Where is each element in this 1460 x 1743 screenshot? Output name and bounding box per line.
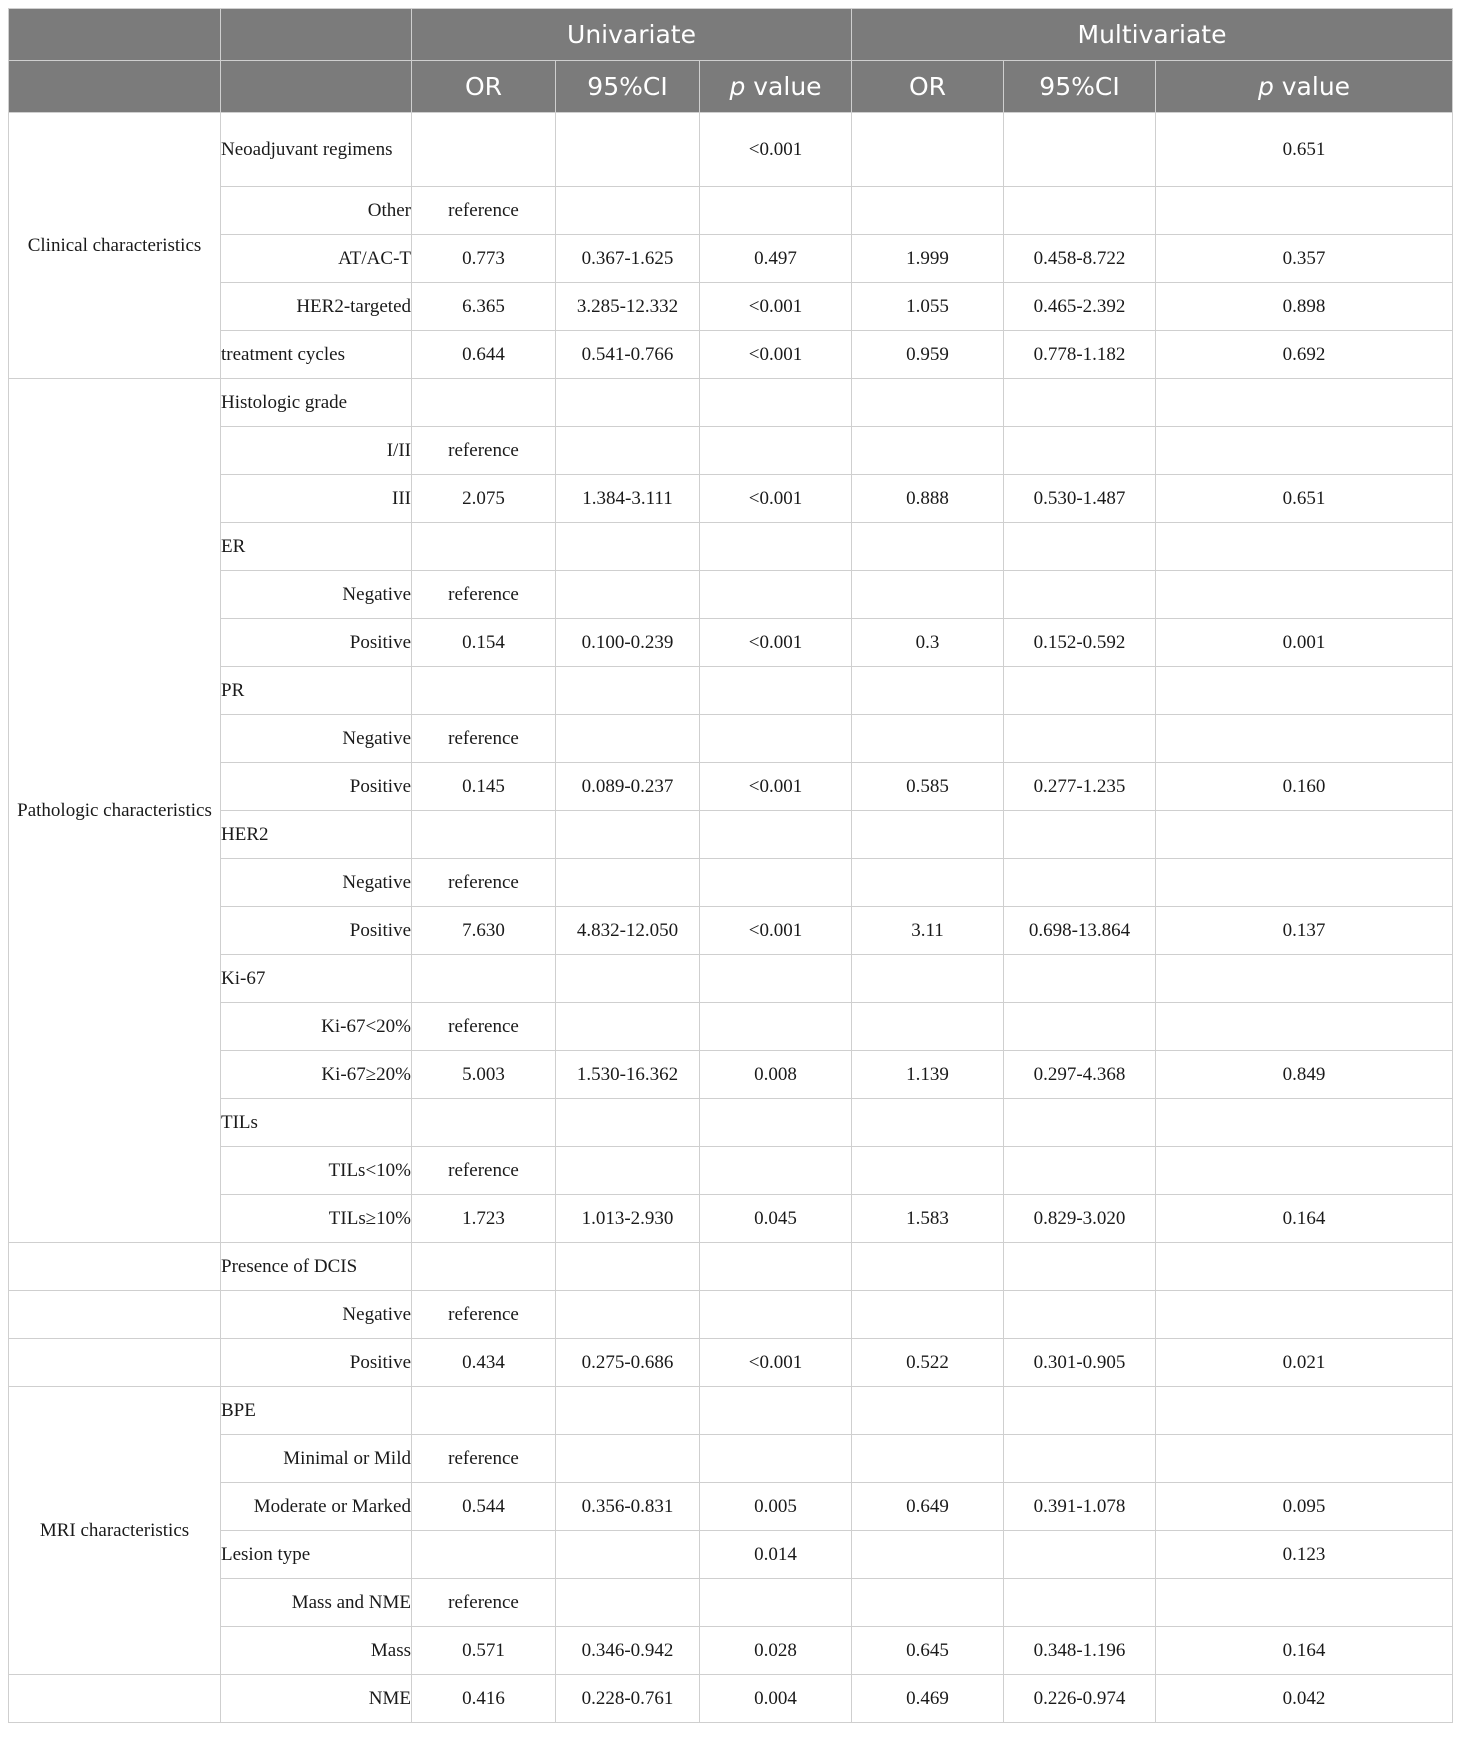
multivariate-ci: 0.458-8.722 [1004, 235, 1156, 283]
univariate-ci [556, 379, 700, 427]
univariate-ci [556, 523, 700, 571]
multivariate-p: 0.651 [1156, 475, 1453, 523]
multivariate-ci [1004, 859, 1156, 907]
multivariate-ci [1004, 523, 1156, 571]
univariate-ci [556, 859, 700, 907]
multivariate-p [1156, 811, 1453, 859]
multivariate-ci: 0.829-3.020 [1004, 1195, 1156, 1243]
multivariate-or [852, 1579, 1004, 1627]
multivariate-or [852, 1243, 1004, 1291]
table-row [9, 379, 1453, 427]
row-label: PR [221, 667, 412, 715]
univariate-or: 0.571 [412, 1627, 556, 1675]
multivariate-ci: 0.226-0.974 [1004, 1675, 1156, 1723]
univariate-p [700, 571, 852, 619]
row-label: Positive [221, 763, 412, 811]
multivariate-or [852, 715, 1004, 763]
table-row [9, 715, 1453, 763]
univariate-or: 5.003 [412, 1051, 556, 1099]
table-row [9, 427, 1453, 475]
univariate-ci [556, 1147, 700, 1195]
multivariate-p [1156, 1243, 1453, 1291]
univariate-ci: 0.100-0.239 [556, 619, 700, 667]
p-value-word: value [745, 72, 822, 101]
univariate-or: reference [412, 187, 556, 235]
p-italic: p [1257, 72, 1274, 101]
row-label: HER2-targeted [221, 283, 412, 331]
multivariate-p: 0.357 [1156, 235, 1453, 283]
univariate-ci [556, 811, 700, 859]
multivariate-or: 1.139 [852, 1051, 1004, 1099]
univariate-ci [556, 1003, 700, 1051]
table-row [9, 1387, 1453, 1435]
multivariate-ci: 0.698-13.864 [1004, 907, 1156, 955]
multivariate-or: 1.055 [852, 283, 1004, 331]
univariate-ci: 0.089-0.237 [556, 763, 700, 811]
univariate-ci: 0.367-1.625 [556, 235, 700, 283]
multivariate-or: 0.649 [852, 1483, 1004, 1531]
multivariate-ci [1004, 1531, 1156, 1579]
multivariate-ci [1004, 955, 1156, 1003]
univariate-ci [556, 1291, 700, 1339]
header-blank-variable [221, 9, 412, 61]
multivariate-or: 0.959 [852, 331, 1004, 379]
table-row [9, 283, 1453, 331]
multivariate-ci: 0.391-1.078 [1004, 1483, 1156, 1531]
univariate-or [412, 667, 556, 715]
table-row [9, 1147, 1453, 1195]
univariate-p: 0.028 [700, 1627, 852, 1675]
univariate-or: 0.544 [412, 1483, 556, 1531]
univariate-or: reference [412, 715, 556, 763]
univariate-ci [556, 1531, 700, 1579]
group-mri: MRI characteristics [9, 1387, 221, 1675]
table-row [9, 907, 1453, 955]
univariate-ci [556, 715, 700, 763]
row-label: I/II [221, 427, 412, 475]
multivariate-or: 1.999 [852, 235, 1004, 283]
row-label: Positive [221, 619, 412, 667]
multivariate-p [1156, 379, 1453, 427]
group-clinical: Clinical characteristics [9, 113, 221, 379]
multivariate-p: 0.898 [1156, 283, 1453, 331]
univariate-p [700, 1003, 852, 1051]
multivariate-ci: 0.778-1.182 [1004, 331, 1156, 379]
table-row [9, 1339, 1453, 1387]
multivariate-ci: 0.301-0.905 [1004, 1339, 1156, 1387]
multivariate-ci: 0.152-0.592 [1004, 619, 1156, 667]
multivariate-ci [1004, 1387, 1156, 1435]
univariate-or: reference [412, 1435, 556, 1483]
multivariate-p [1156, 1003, 1453, 1051]
univariate-p: 0.005 [700, 1483, 852, 1531]
univariate-p [700, 955, 852, 1003]
univariate-or [412, 379, 556, 427]
univariate-or [412, 811, 556, 859]
multivariate-or: 0.3 [852, 619, 1004, 667]
multivariate-p: 0.692 [1156, 331, 1453, 379]
univariate-p [700, 1099, 852, 1147]
table-row [9, 1003, 1453, 1051]
multivariate-p [1156, 523, 1453, 571]
multivariate-p: 0.651 [1156, 113, 1453, 187]
row-label: III [221, 475, 412, 523]
multivariate-p: 0.164 [1156, 1627, 1453, 1675]
p-italic: p [729, 72, 746, 101]
multivariate-ci [1004, 187, 1156, 235]
p-value-word: value [1273, 72, 1351, 101]
table-row [9, 811, 1453, 859]
multivariate-p: 0.123 [1156, 1531, 1453, 1579]
multivariate-ci: 0.297-4.368 [1004, 1051, 1156, 1099]
multivariate-or [852, 379, 1004, 427]
multivariate-p [1156, 1099, 1453, 1147]
univariate-p: <0.001 [700, 619, 852, 667]
multivariate-or: 0.888 [852, 475, 1004, 523]
row-label: TILs≥10% [221, 1195, 412, 1243]
table-row [9, 187, 1453, 235]
multivariate-p [1156, 859, 1453, 907]
univariate-ci [556, 113, 700, 187]
header-univariate-or: OR [412, 61, 556, 113]
multivariate-p [1156, 1579, 1453, 1627]
univariate-p [700, 667, 852, 715]
row-label: NME [221, 1675, 412, 1723]
group-pathologic: Pathologic characteristics [9, 379, 221, 1243]
multivariate-or [852, 1435, 1004, 1483]
row-label: Lesion type [221, 1531, 412, 1579]
header-multivariate: Multivariate [852, 9, 1453, 61]
header-univariate: Univariate [412, 9, 852, 61]
header-blank-group-2 [9, 61, 221, 113]
multivariate-or: 0.469 [852, 1675, 1004, 1723]
header-univariate-p [700, 61, 852, 113]
table-row [9, 859, 1453, 907]
row-label: ER [221, 523, 412, 571]
univariate-p [700, 811, 852, 859]
multivariate-or [852, 667, 1004, 715]
table-row [9, 619, 1453, 667]
table-row [9, 1243, 1453, 1291]
univariate-ci [556, 955, 700, 1003]
multivariate-or [852, 1147, 1004, 1195]
univariate-p: 0.014 [700, 1531, 852, 1579]
univariate-or: reference [412, 859, 556, 907]
univariate-or [412, 1243, 556, 1291]
univariate-ci [556, 1243, 700, 1291]
univariate-ci: 4.832-12.050 [556, 907, 700, 955]
multivariate-or [852, 523, 1004, 571]
header-blank-variable-2 [221, 61, 412, 113]
row-label: TILs<10% [221, 1147, 412, 1195]
univariate-ci: 0.541-0.766 [556, 331, 700, 379]
table-row [9, 1483, 1453, 1531]
table-row [9, 1579, 1453, 1627]
multivariate-or: 0.585 [852, 763, 1004, 811]
multivariate-p [1156, 571, 1453, 619]
table-row [9, 1051, 1453, 1099]
row-label: Ki-67<20% [221, 1003, 412, 1051]
multivariate-or [852, 955, 1004, 1003]
row-label: Histologic grade [221, 379, 412, 427]
univariate-p [700, 1147, 852, 1195]
multivariate-p [1156, 427, 1453, 475]
table-row [9, 113, 1453, 187]
univariate-ci [556, 667, 700, 715]
multivariate-or [852, 1291, 1004, 1339]
table-row [9, 1291, 1453, 1339]
univariate-ci [556, 1435, 700, 1483]
row-label: Mass and NME [221, 1579, 412, 1627]
univariate-ci: 0.275-0.686 [556, 1339, 700, 1387]
row-label: Presence of DCIS [221, 1243, 412, 1291]
table-row [9, 235, 1453, 283]
multivariate-or [852, 1003, 1004, 1051]
multivariate-or [852, 859, 1004, 907]
univariate-p [700, 187, 852, 235]
univariate-or [412, 1387, 556, 1435]
table-header [9, 9, 1453, 113]
univariate-ci: 1.013-2.930 [556, 1195, 700, 1243]
row-label: Negative [221, 1291, 412, 1339]
group-empty [9, 1243, 221, 1291]
multivariate-p [1156, 667, 1453, 715]
univariate-p: 0.008 [700, 1051, 852, 1099]
multivariate-p: 0.001 [1156, 619, 1453, 667]
multivariate-p [1156, 1435, 1453, 1483]
row-label: Ki-67≥20% [221, 1051, 412, 1099]
header-multivariate-or: OR [852, 61, 1004, 113]
multivariate-ci: 0.348-1.196 [1004, 1627, 1156, 1675]
row-label: Negative [221, 715, 412, 763]
univariate-or: 6.365 [412, 283, 556, 331]
row-label: Minimal or Mild [221, 1435, 412, 1483]
univariate-or [412, 955, 556, 1003]
univariate-or: reference [412, 1003, 556, 1051]
multivariate-or [852, 187, 1004, 235]
univariate-or: 0.434 [412, 1339, 556, 1387]
univariate-ci: 0.346-0.942 [556, 1627, 700, 1675]
univariate-p [700, 1579, 852, 1627]
multivariate-ci [1004, 113, 1156, 187]
univariate-p [700, 427, 852, 475]
multivariate-ci: 0.277-1.235 [1004, 763, 1156, 811]
multivariate-or [852, 1531, 1004, 1579]
table-row [9, 1435, 1453, 1483]
univariate-p: <0.001 [700, 283, 852, 331]
table-body [9, 113, 1453, 1723]
row-label: Moderate or Marked [221, 1483, 412, 1531]
univariate-or: reference [412, 1147, 556, 1195]
header-multivariate-p [1156, 61, 1453, 113]
table-row [9, 571, 1453, 619]
univariate-p [700, 859, 852, 907]
univariate-p: 0.045 [700, 1195, 852, 1243]
univariate-ci [556, 187, 700, 235]
multivariate-p: 0.042 [1156, 1675, 1453, 1723]
univariate-p: <0.001 [700, 475, 852, 523]
row-label: Positive [221, 1339, 412, 1387]
univariate-p: <0.001 [700, 907, 852, 955]
multivariate-ci [1004, 1291, 1156, 1339]
univariate-or [412, 113, 556, 187]
group-empty [9, 1339, 221, 1387]
multivariate-ci [1004, 1147, 1156, 1195]
univariate-or [412, 1531, 556, 1579]
table-row [9, 667, 1453, 715]
multivariate-ci [1004, 667, 1156, 715]
row-label: BPE [221, 1387, 412, 1435]
multivariate-p [1156, 1291, 1453, 1339]
multivariate-ci [1004, 811, 1156, 859]
header-blank-group [9, 9, 221, 61]
row-label: Negative [221, 571, 412, 619]
multivariate-ci [1004, 571, 1156, 619]
univariate-p: 0.497 [700, 235, 852, 283]
table-row [9, 475, 1453, 523]
group-empty [9, 1675, 221, 1723]
multivariate-p [1156, 715, 1453, 763]
univariate-or: 0.773 [412, 235, 556, 283]
header-univariate-ci: 95%CI [556, 61, 700, 113]
multivariate-ci: 0.530-1.487 [1004, 475, 1156, 523]
univariate-or: 0.145 [412, 763, 556, 811]
row-label: Mass [221, 1627, 412, 1675]
multivariate-p: 0.137 [1156, 907, 1453, 955]
univariate-p [700, 1243, 852, 1291]
univariate-or: 0.644 [412, 331, 556, 379]
multivariate-or: 0.522 [852, 1339, 1004, 1387]
row-label: treatment cycles [221, 331, 412, 379]
table-row [9, 1099, 1453, 1147]
multivariate-or [852, 811, 1004, 859]
univariate-p [700, 1435, 852, 1483]
univariate-ci [556, 571, 700, 619]
multivariate-p [1156, 187, 1453, 235]
row-label: TILs [221, 1099, 412, 1147]
group-empty [9, 1291, 221, 1339]
multivariate-or: 3.11 [852, 907, 1004, 955]
univariate-or: 0.154 [412, 619, 556, 667]
multivariate-p: 0.021 [1156, 1339, 1453, 1387]
univariate-or [412, 523, 556, 571]
univariate-p [700, 1291, 852, 1339]
multivariate-or: 1.583 [852, 1195, 1004, 1243]
multivariate-ci: 0.465-2.392 [1004, 283, 1156, 331]
multivariate-ci [1004, 427, 1156, 475]
table-row [9, 1531, 1453, 1579]
multivariate-or: 0.645 [852, 1627, 1004, 1675]
row-label: Ki-67 [221, 955, 412, 1003]
row-label: Positive [221, 907, 412, 955]
univariate-ci: 3.285-12.332 [556, 283, 700, 331]
row-label: HER2 [221, 811, 412, 859]
table-row [9, 1627, 1453, 1675]
row-label: AT/AC-T [221, 235, 412, 283]
table-row [9, 1195, 1453, 1243]
multivariate-ci [1004, 1003, 1156, 1051]
univariate-or: reference [412, 1579, 556, 1627]
multivariate-p: 0.095 [1156, 1483, 1453, 1531]
multivariate-ci [1004, 1579, 1156, 1627]
univariate-p [700, 523, 852, 571]
univariate-p: <0.001 [700, 763, 852, 811]
header-multivariate-ci: 95%CI [1004, 61, 1156, 113]
multivariate-p: 0.160 [1156, 763, 1453, 811]
univariate-ci: 0.356-0.831 [556, 1483, 700, 1531]
multivariate-p [1156, 955, 1453, 1003]
multivariate-ci [1004, 1243, 1156, 1291]
multivariate-or [852, 427, 1004, 475]
univariate-p: 0.004 [700, 1675, 852, 1723]
table-row [9, 763, 1453, 811]
multivariate-or [852, 571, 1004, 619]
univariate-ci [556, 1387, 700, 1435]
univariate-or: reference [412, 427, 556, 475]
multivariate-ci [1004, 379, 1156, 427]
multivariate-p [1156, 1147, 1453, 1195]
multivariate-ci [1004, 715, 1156, 763]
row-label: Neoadjuvant regimens [221, 113, 412, 187]
univariate-or: 7.630 [412, 907, 556, 955]
multivariate-ci [1004, 1435, 1156, 1483]
multivariate-p [1156, 1387, 1453, 1435]
univariate-or: 0.416 [412, 1675, 556, 1723]
table-row [9, 1675, 1453, 1723]
table-row [9, 523, 1453, 571]
univariate-ci [556, 1579, 700, 1627]
univariate-p [700, 379, 852, 427]
multivariate-p: 0.849 [1156, 1051, 1453, 1099]
row-label: Other [221, 187, 412, 235]
univariate-p [700, 1387, 852, 1435]
univariate-ci: 1.530-16.362 [556, 1051, 700, 1099]
univariate-p [700, 715, 852, 763]
multivariate-p: 0.164 [1156, 1195, 1453, 1243]
univariate-p: <0.001 [700, 1339, 852, 1387]
multivariate-or [852, 1387, 1004, 1435]
multivariate-ci [1004, 1099, 1156, 1147]
univariate-ci: 0.228-0.761 [556, 1675, 700, 1723]
univariate-ci [556, 1099, 700, 1147]
univariate-p: <0.001 [700, 331, 852, 379]
univariate-ci [556, 427, 700, 475]
row-label: Negative [221, 859, 412, 907]
table-row [9, 955, 1453, 1003]
multivariate-or [852, 113, 1004, 187]
regression-table [8, 8, 1453, 1723]
table-row [9, 331, 1453, 379]
univariate-or: 1.723 [412, 1195, 556, 1243]
univariate-or: reference [412, 571, 556, 619]
univariate-or: 2.075 [412, 475, 556, 523]
univariate-or [412, 1099, 556, 1147]
multivariate-or [852, 1099, 1004, 1147]
univariate-or: reference [412, 1291, 556, 1339]
univariate-p: <0.001 [700, 113, 852, 187]
univariate-ci: 1.384-3.111 [556, 475, 700, 523]
